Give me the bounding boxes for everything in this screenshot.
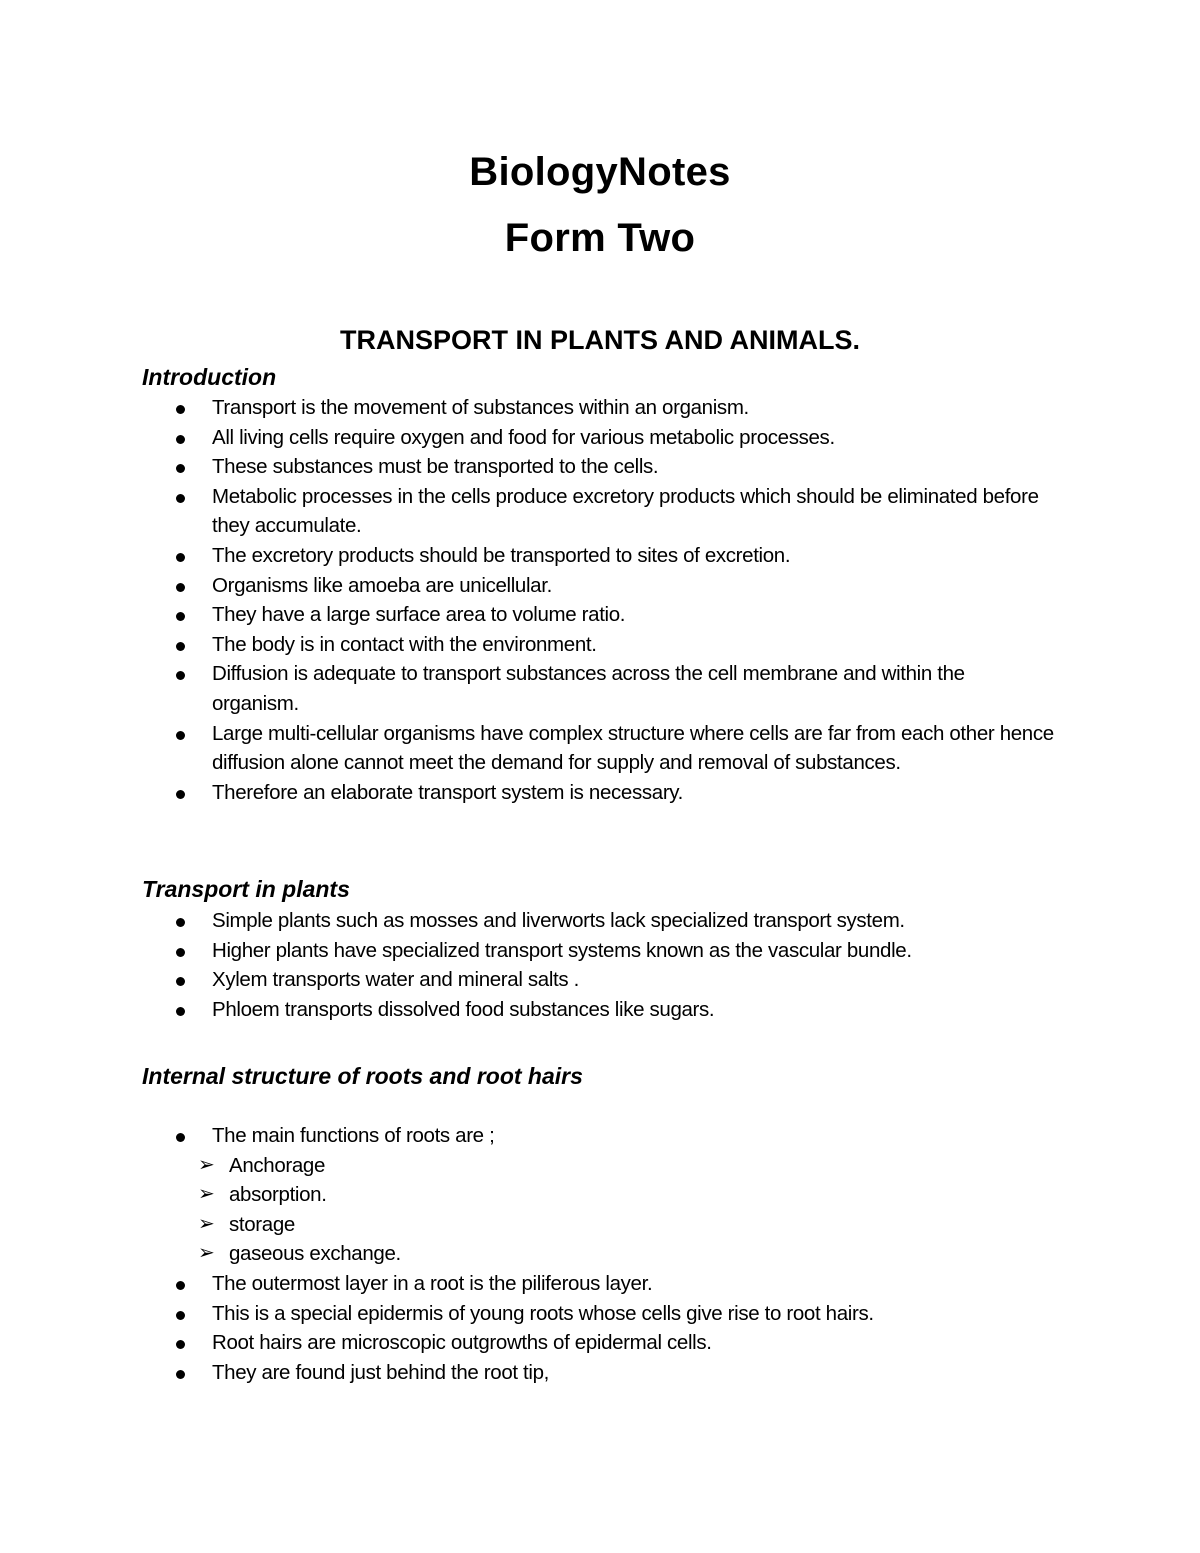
sublist-item bbox=[176, 1210, 1056, 1240]
list-item bbox=[176, 1269, 1056, 1299]
sublist-item bbox=[176, 1239, 1056, 1269]
list-item bbox=[176, 630, 1056, 660]
list-item-text: The outermost layer in a root is the piliferous layer. bbox=[212, 1271, 653, 1295]
list-item bbox=[176, 482, 1056, 541]
list-item-text: The main functions of roots are ; bbox=[212, 1124, 495, 1147]
sublist-item-text: storage bbox=[229, 1212, 295, 1236]
sublist-item-text: Anchorage bbox=[229, 1153, 326, 1177]
document-title: BiologyNotes bbox=[469, 150, 731, 194]
list-item bbox=[176, 571, 1056, 601]
bullet-icon bbox=[176, 435, 185, 444]
list-item bbox=[176, 936, 1056, 966]
bullet-icon bbox=[176, 1311, 185, 1320]
bullet-icon bbox=[176, 642, 185, 651]
list-item-text: They are found just behind the root tip, bbox=[212, 1360, 550, 1384]
bullet-icon bbox=[176, 671, 185, 680]
arrowhead-bullet-icon: ➢ bbox=[198, 1242, 215, 1265]
bullet-icon bbox=[176, 612, 185, 621]
list-item-text: This is a special epidermis of young roots whose cells give rise to root hairs. bbox=[212, 1301, 874, 1325]
document-subtitle: Form Two bbox=[504, 216, 696, 260]
list-item bbox=[176, 995, 1056, 1025]
bullet-icon bbox=[176, 464, 185, 473]
bullet-icon bbox=[176, 1133, 185, 1142]
list-item-text: The body is in contact with the environment. bbox=[212, 632, 597, 656]
list-item bbox=[176, 541, 1056, 571]
bullet-icon bbox=[176, 405, 185, 414]
root-structure-list bbox=[176, 1121, 1056, 1387]
list-item bbox=[176, 423, 1056, 453]
bullet-icon bbox=[176, 918, 185, 927]
bullet-icon bbox=[176, 731, 185, 740]
list-item-text: Therefore an elaborate transport system is necessary. bbox=[212, 780, 684, 804]
list-item bbox=[176, 600, 1056, 630]
arrowhead-bullet-icon: ➢ bbox=[198, 1153, 215, 1176]
list-item-text: Root hairs are microscopic outgrowths of epidermal cells. bbox=[212, 1331, 712, 1355]
bullet-icon bbox=[176, 1340, 185, 1349]
sublist-container bbox=[176, 1151, 1056, 1269]
introduction-list bbox=[176, 393, 1056, 807]
list-item bbox=[176, 659, 1056, 718]
sublist-item bbox=[176, 1180, 1056, 1210]
bullet-icon bbox=[176, 977, 185, 986]
list-item bbox=[176, 452, 1056, 482]
transport-in-plants-list bbox=[176, 906, 1056, 1024]
list-item bbox=[176, 906, 1056, 936]
section-heading-introduction: Introduction bbox=[142, 364, 277, 390]
bullet-icon bbox=[176, 1370, 185, 1379]
list-item bbox=[176, 393, 1056, 423]
bullet-icon bbox=[176, 1007, 185, 1016]
chapter-heading: TRANSPORT IN PLANTS AND ANIMALS. bbox=[340, 325, 860, 355]
list-item-text: Large multi-cellular organisms have complex structure where cells are far from each other hence diffusion alone cannot meet the demand for supply and removal of substances. bbox=[212, 721, 1054, 775]
list-item bbox=[176, 719, 1056, 778]
list-item bbox=[176, 1358, 1056, 1388]
arrowhead-bullet-icon: ➢ bbox=[198, 1212, 215, 1235]
sublist-item-text: absorption. bbox=[229, 1183, 327, 1207]
sublist-item-text: gaseous exchange. bbox=[229, 1242, 401, 1266]
section-heading-transport-in-plants: Transport in plants bbox=[142, 876, 350, 902]
arrowhead-bullet-icon: ➢ bbox=[198, 1183, 215, 1206]
list-item bbox=[176, 778, 1056, 808]
section-heading-root-structure: Internal structure of roots and root hairs bbox=[142, 1063, 583, 1089]
list-item bbox=[176, 1121, 1056, 1151]
list-item-text: Xylem transports water and mineral salts . bbox=[212, 968, 579, 992]
list-item-text: Transport is the movement of substances within an organism. bbox=[212, 396, 749, 419]
list-item-text: Phloem transports dissolved food substances like sugars. bbox=[212, 997, 715, 1021]
list-item-text: They have a large surface area to volume ratio. bbox=[212, 603, 626, 627]
list-item-text: The excretory products should be transported to sites of excretion. bbox=[212, 543, 791, 567]
list-item-text: These substances must be transported to the cells. bbox=[212, 455, 659, 479]
list-item-text: Metabolic processes in the cells produce excretory products which should be eliminated before they accumulate. bbox=[212, 484, 1039, 538]
list-item bbox=[176, 1328, 1056, 1358]
list-item-text: All living cells require oxygen and food for various metabolic processes. bbox=[212, 425, 835, 449]
list-item-text: Simple plants such as mosses and liverworts lack specialized transport system. bbox=[212, 909, 905, 932]
list-item-text: Organisms like amoeba are unicellular. bbox=[212, 573, 552, 597]
bullet-icon bbox=[176, 948, 185, 957]
bullet-icon bbox=[176, 790, 185, 799]
sublist-item bbox=[176, 1151, 1056, 1181]
list-item bbox=[176, 965, 1056, 995]
bullet-icon bbox=[176, 583, 185, 592]
bullet-icon bbox=[176, 1281, 185, 1290]
root-functions-sublist bbox=[176, 1151, 1056, 1269]
list-item bbox=[176, 1299, 1056, 1329]
list-item-text: Diffusion is adequate to transport substances across the cell membrane and within the organism. bbox=[212, 662, 965, 715]
bullet-icon bbox=[176, 553, 185, 562]
list-item-text: Higher plants have specialized transport systems known as the vascular bundle. bbox=[212, 938, 912, 962]
bullet-icon bbox=[176, 494, 185, 503]
